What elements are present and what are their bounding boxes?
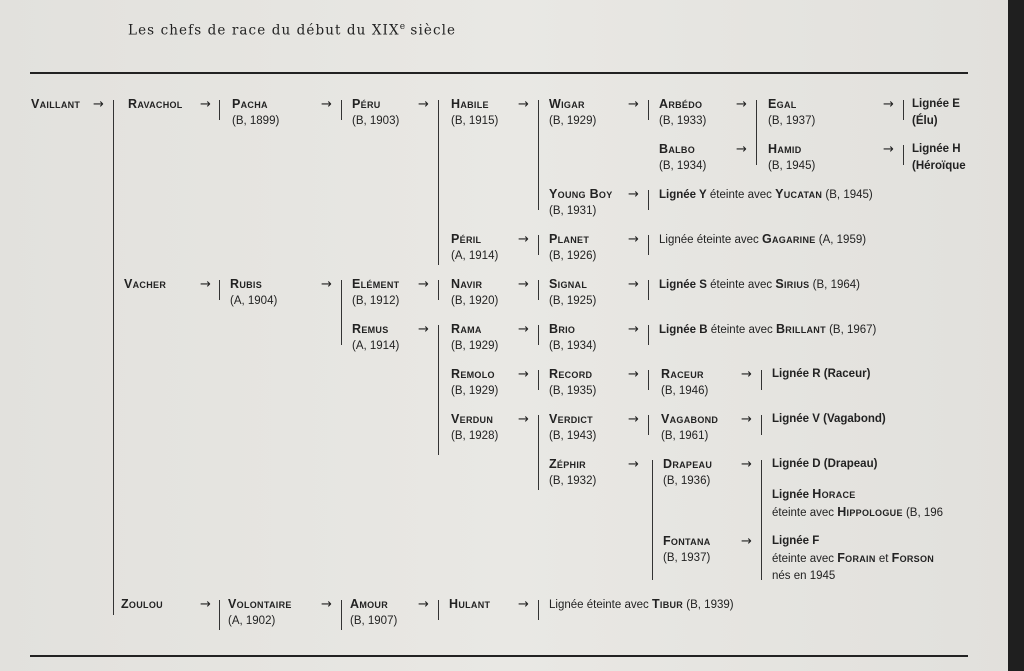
arrow-icon: →: [628, 367, 639, 382]
arrow-icon: →: [741, 367, 752, 382]
top-rule: [30, 72, 968, 74]
tree-line: [538, 235, 539, 255]
tree-line: [438, 100, 439, 265]
tree-line: [756, 100, 757, 165]
horse-brio: Brio (B, 1934): [549, 322, 597, 352]
lineage-h: Lignée H (Héroïque: [912, 143, 966, 172]
arrow-icon: →: [321, 597, 332, 612]
horse-ravachol: Ravachol: [128, 97, 183, 111]
page-title: Les chefs de race du début du XIXe siècle: [128, 22, 457, 39]
horse-balbo: Balbo (B, 1934): [659, 142, 707, 172]
tree-line: [341, 100, 342, 120]
horse-vacher: Vacher: [124, 277, 167, 291]
tree-line: [903, 145, 904, 165]
horse-record: Record (B, 1935): [549, 367, 597, 397]
arrow-icon: →: [321, 277, 332, 292]
tree-line: [538, 280, 539, 300]
tree-line: [538, 370, 539, 390]
lineage-e: Lignée E (Élu): [912, 98, 960, 127]
horse-remolo: Remolo (B, 1929): [451, 367, 499, 397]
arrow-icon: →: [418, 597, 429, 612]
lineage-horace: Lignée Horace éteinte avec Hippologue (B, 196: [772, 487, 944, 519]
arrow-icon: →: [628, 322, 639, 337]
lineage-v: Lignée V (Vagabond): [772, 413, 886, 425]
horse-rubis: Rubis (A, 1904): [230, 277, 278, 307]
horse-hamid: Hamid (B, 1945): [768, 142, 816, 172]
arrow-icon: →: [518, 412, 529, 427]
tree-line: [438, 280, 439, 300]
horse-navir: Navir (B, 1920): [451, 277, 499, 307]
arrow-icon: →: [321, 97, 332, 112]
tree-line: [538, 100, 539, 210]
arrow-icon: →: [628, 457, 639, 472]
arrow-icon: →: [736, 97, 747, 112]
tree-line: [648, 415, 649, 435]
tree-line: [219, 600, 220, 630]
arrow-icon: →: [418, 277, 429, 292]
tree-line: [341, 600, 342, 630]
arrow-icon: →: [200, 277, 211, 292]
lineage-s: Lignée S éteinte avec Sirius (B, 1964): [659, 277, 860, 291]
tree-line: [903, 100, 904, 120]
arrow-icon: →: [518, 597, 529, 612]
arrow-icon: →: [741, 457, 752, 472]
tree-line: [761, 460, 762, 580]
tree-line: [341, 280, 342, 345]
arrow-icon: →: [741, 412, 752, 427]
horse-planet: Planet (B, 1926): [549, 232, 597, 262]
arrow-icon: →: [883, 142, 894, 157]
tree-line: [648, 100, 649, 120]
arrow-icon: →: [518, 367, 529, 382]
arrow-icon: →: [418, 322, 429, 337]
arrow-icon: →: [628, 232, 639, 247]
tree-line: [219, 280, 220, 300]
horse-raceur: Raceur (B, 1946): [661, 367, 709, 397]
tree-line: [761, 370, 762, 390]
horse-hulant: Hulant: [449, 597, 491, 611]
horse-wigar: Wigar (B, 1929): [549, 97, 597, 127]
arrow-icon: →: [628, 412, 639, 427]
lineage-f: Lignée F éteinte avec Forain et Forson nés en 1945: [772, 535, 935, 582]
horse-fontana: Fontana (B, 1937): [663, 534, 711, 564]
tree-line: [538, 600, 539, 620]
horse-signal: Signal (B, 1925): [549, 277, 597, 307]
lineage-d: Lignée D (Drapeau): [772, 458, 878, 470]
horse-arbedo: Arbédo (B, 1933): [659, 97, 707, 127]
horse-pacha: Pacha (B, 1899): [232, 97, 280, 127]
lineage-r: Lignée R (Raceur): [772, 368, 871, 380]
horse-amour: Amour (B, 1907): [350, 597, 398, 627]
arrow-icon: →: [200, 97, 211, 112]
page-edge-shadow: [1008, 0, 1024, 671]
tree-line: [648, 370, 649, 390]
tree-line: [652, 460, 653, 580]
horse-zephir: Zéphir (B, 1932): [549, 457, 597, 487]
lineage-y: Lignée Y éteinte avec Yucatan (B, 1945): [659, 187, 873, 201]
bottom-rule: [30, 655, 968, 657]
horse-young-boy: Young Boy (B, 1931): [549, 187, 613, 217]
horse-rama: Rama (B, 1929): [451, 322, 499, 352]
horse-habile: Habile (B, 1915): [451, 97, 499, 127]
arrow-icon: →: [518, 322, 529, 337]
lineage-extinct-tibur: Lignée éteinte avec Tibur (B, 1939): [549, 597, 734, 611]
horse-remus: Remus (A, 1914): [352, 322, 400, 352]
horse-zoulou: Zoulou: [121, 597, 163, 611]
horse-drapeau: Drapeau (B, 1936): [663, 457, 713, 487]
horse-volontaire: Volontaire (A, 1902): [228, 597, 292, 627]
arrow-icon: →: [741, 534, 752, 549]
horse-egal: Egal (B, 1937): [768, 97, 816, 127]
tree-line: [538, 415, 539, 490]
arrow-icon: →: [518, 97, 529, 112]
tree-line: [538, 325, 539, 345]
horse-vaillant: Vaillant: [31, 97, 81, 111]
tree-line: [648, 325, 649, 345]
horse-element: Elément (B, 1912): [352, 277, 400, 307]
arrow-icon: →: [883, 97, 894, 112]
tree-line: [648, 190, 649, 210]
arrow-icon: →: [736, 142, 747, 157]
arrow-icon: →: [200, 597, 211, 612]
tree-line: [761, 415, 762, 435]
arrow-icon: →: [518, 232, 529, 247]
tree-line: [648, 235, 649, 255]
tree-line: [648, 280, 649, 300]
horse-vagabond: Vagabond (B, 1961): [661, 412, 719, 442]
arrow-icon: →: [628, 277, 639, 292]
horse-peril: Péril (A, 1914): [451, 232, 499, 262]
arrow-icon: →: [628, 187, 639, 202]
horse-peru: Péru (B, 1903): [352, 97, 400, 127]
arrow-icon: →: [93, 97, 104, 112]
arrow-icon: →: [418, 97, 429, 112]
lineage-extinct-gagarine: Lignée éteinte avec Gagarine (A, 1959): [659, 232, 867, 246]
arrow-icon: →: [518, 277, 529, 292]
horse-verdun: Verdun (B, 1928): [451, 412, 499, 442]
lineage-b: Lignée B éteinte avec Brillant (B, 1967): [659, 322, 877, 336]
tree-line: [438, 325, 439, 455]
arrow-icon: →: [628, 97, 639, 112]
tree-line: [113, 100, 114, 615]
tree-line: [438, 600, 439, 620]
horse-verdict: Verdict (B, 1943): [549, 412, 597, 442]
tree-line: [219, 100, 220, 120]
